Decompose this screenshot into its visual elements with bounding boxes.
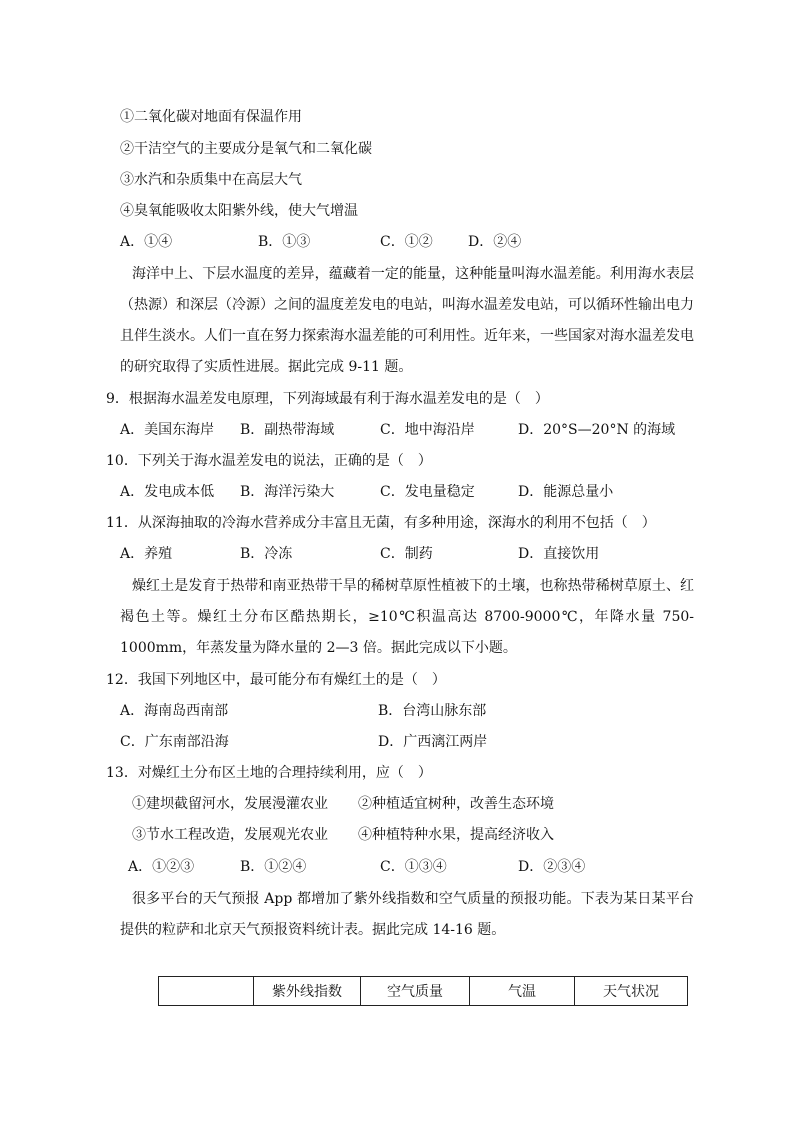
table-header-temperature: 气温 (470, 977, 575, 1006)
q9-option-d: D．20°S—20°N 的海域 (518, 422, 676, 438)
q13-item-1: ①建坝截留河水，发展漫灌农业 (132, 796, 328, 812)
passage-dry-red-soil: 燥红土是发育于热带和南亚热带干旱的稀树草原性植被下的土壤，也称热带稀树草原土、红褐色土等。燥红土分布区酷热期长，≥10℃积温高达 8700-9000℃，年降水量 750-1000mm，年蒸发量为降水量的 2—3 倍。据此完成以下小题。 (120, 578, 694, 656)
table-header-uv-index: 紫外线指数 (254, 977, 361, 1006)
statement-2: ②干洁空气的主要成分是氧气和二氧化碳 (120, 141, 372, 157)
q11-option-b: B．冷冻 (240, 546, 293, 562)
q13-option-b: B．①②④ (240, 859, 307, 875)
q13-item-4: ④种植特种水果，提高经济收入 (358, 827, 554, 843)
passage-ocean-thermal: 海洋中上、下层水温度的差异，蕴藏着一定的能量，这种能量叫海水温差能。利用海水表层（热源）和深层（冷源）之间的温度差发电的电站，叫海水温差发电站，可以循环性输出电力且伴生淡水。人们一直在努力探索海水温差能的可利用性。近年来，一些国家对海水温差发电的研究取得了实质性进展。据此完成 9-11 题。 (120, 266, 694, 375)
q8-option-c: C．①② (380, 234, 433, 250)
q8-option-b: B．①③ (258, 234, 311, 250)
q12-option-b: B．台湾山脉东部 (378, 703, 487, 719)
q13-option-a: A．①②③ (128, 859, 195, 875)
statement-4: ④臭氧能吸收太阳紫外线，使大气增温 (120, 203, 358, 219)
q13-option-d: D．②③④ (518, 859, 586, 875)
table-header-air-quality: 空气质量 (361, 977, 470, 1006)
q12-option-a: A．海南岛西南部 (120, 703, 229, 719)
q13-item-3: ③节水工程改造，发展观光农业 (132, 827, 328, 843)
statement-3: ③水汽和杂质集中在高层大气 (120, 172, 302, 188)
q10-option-d: D．能源总量小 (518, 484, 614, 500)
statement-1: ①二氧化碳对地面有保温作用 (120, 109, 302, 125)
q12-option-c: C．广东南部沿海 (120, 734, 229, 750)
q10-option-c: C．发电量稳定 (380, 484, 475, 500)
q11-option-d: D．直接饮用 (518, 546, 600, 562)
q8-option-d: D．②④ (468, 234, 522, 250)
q11-option-a: A．养殖 (120, 546, 173, 562)
question-12: 12．我国下列地区中，最可能分布有燥红土的是（ ） (106, 672, 446, 688)
question-11: 11．从深海抽取的冷海水营养成分丰富且无菌，有多种用途，深海水的利用不包括（ ） (106, 515, 656, 531)
table-header-row (159, 977, 688, 1006)
weather-table (158, 976, 688, 1006)
q10-option-a: A．发电成本低 (120, 484, 215, 500)
passage-weather-app: 很多平台的天气预报 App 都增加了紫外线指数和空气质量的预报功能。下表为某日某平台提供的粒萨和北京天气预报资料统计表。据此完成 14-16 题。 (120, 891, 694, 938)
q11-option-c: C．制药 (380, 546, 433, 562)
q13-item-2: ②种植适宜树种，改善生态环境 (358, 796, 554, 812)
question-10: 10．下列关于海水温差发电的说法，正确的是（ ） (106, 453, 432, 469)
table-header-blank (159, 977, 254, 1006)
table-header-weather: 天气状况 (575, 977, 688, 1006)
question-13: 13．对燥红土分布区土地的合理持续利用，应（ ） (106, 765, 432, 781)
q8-option-a: A．①④ (120, 234, 173, 250)
q13-option-c: C．①③④ (380, 859, 447, 875)
q10-option-b: B．海洋污染大 (240, 484, 335, 500)
question-9: 9．根据海水温差发电原理，下列海域最有利于海水温差发电的是（ ） (106, 391, 549, 407)
q12-option-d: D．广西漓江两岸 (378, 734, 488, 750)
q9-option-c: C．地中海沿岸 (380, 422, 475, 438)
q9-option-a: A．美国东海岸 (120, 422, 215, 438)
q9-option-b: B．副热带海域 (240, 422, 335, 438)
